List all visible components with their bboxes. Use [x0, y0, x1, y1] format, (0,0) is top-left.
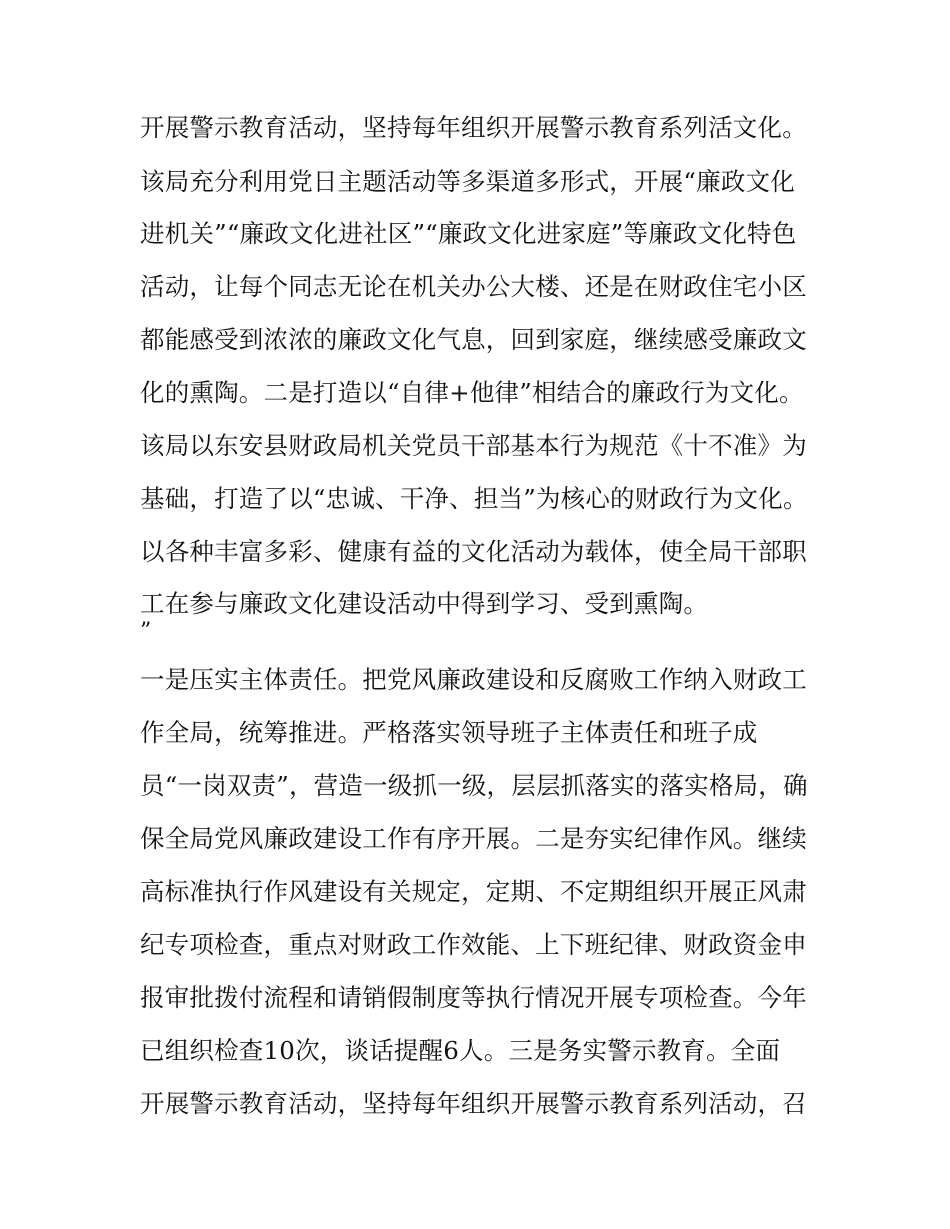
text-line: 纪专项检查，重点对财政工作效能、上下班纪律、财政资金申: [140, 930, 807, 959]
text-line: 进机关”“廉政文化进社区”“廉政文化进家庭”等廉政文化特色: [140, 219, 797, 248]
text-line: 该局以东安县财政局机关党员干部基本行为规范《十不准》为: [140, 431, 807, 460]
text-line: 高标准执行作风建设有关规定，定期、不定期组织开展正风肃: [140, 877, 807, 906]
text-line: 工在参与廉政文化建设活动中得到学习、受到熏陶。: [140, 589, 709, 618]
text-line: 都能感受到浓浓的廉政文化气息，回到家庭，继续感受廉政文: [140, 325, 807, 354]
text-line: 保全局党风廉政建设工作有序开展。二是夯实纪律作风。继续: [140, 824, 807, 853]
stray-quote-mark: ”: [140, 619, 152, 644]
text-line: 开展警示教育活动，坚持每年组织开展警示教育系列活文化。: [140, 113, 807, 142]
text-line: 活动，让每个同志无论在机关办公大楼、还是在财政住宅小区: [140, 272, 807, 301]
text-line: 基础，打造了以“忠诚、干净、担当”为核心的财政行为文化。: [140, 484, 808, 513]
text-line: 该局充分利用党日主题活动等多渠道多形式，开展“廉政文化: [140, 167, 795, 196]
text-line: 作全局，统筹推进。严格落实领导班子主体责任和班子成: [140, 718, 758, 747]
text-line: 员“一岗双责”，营造一级抓一级，层层抓落实的落实格局，确: [140, 771, 808, 800]
text-line: 以各种丰富多彩、健康有益的文化活动为载体，使全局干部职: [140, 537, 807, 566]
text-line: 报审批拨付流程和请销假制度等执行情况开展专项检查。今年: [140, 983, 807, 1012]
text-line: 开展警示教育活动，坚持每年组织开展警示教育系列活动，召: [140, 1089, 807, 1118]
text-line: 一是压实主体责任。把党风廉政建设和反腐败工作纳入财政工: [140, 665, 807, 694]
text-line: 化的熏陶。二是打造以“自律+他律”相结合的廉政行为文化。: [140, 378, 804, 407]
text-line: 已组织检查10次，谈话提醒6人。三是务实警示教育。全面: [140, 1036, 781, 1065]
